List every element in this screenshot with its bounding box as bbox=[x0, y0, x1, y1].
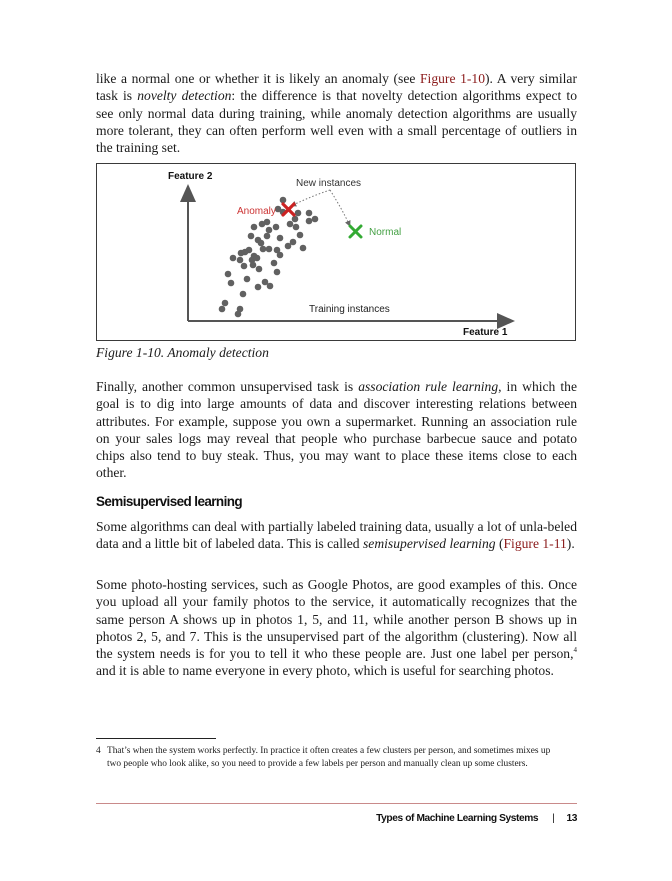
new-instances-label: New instances bbox=[296, 178, 362, 189]
text: : the difference is that novelty detection algorithms expect to see only normal data during training, while anomaly detection algorithms are usually more tolerant, they can often perform well even with a small percentage of outliers in the training set. bbox=[96, 88, 578, 156]
training-dot bbox=[259, 221, 266, 228]
training-dot bbox=[306, 218, 313, 225]
x-axis-label: Feature 1 bbox=[463, 327, 508, 338]
section-heading: Semisupervised learning bbox=[96, 494, 243, 509]
footnote-reference[interactable]: 4 bbox=[573, 646, 577, 655]
footer-separator: | bbox=[552, 813, 555, 824]
new-instance-arrow-anomaly bbox=[293, 190, 330, 205]
footnote-divider bbox=[96, 738, 216, 739]
training-instances-label: Training instances bbox=[309, 304, 390, 315]
training-dot bbox=[255, 284, 262, 291]
text: Some algorithms can deal with partially labeled training data, usually a lot of unla-beled data and a little bit of labeled data. This is called bbox=[96, 519, 577, 552]
training-dot bbox=[225, 271, 232, 278]
paragraph-semisupervised-intro bbox=[96, 518, 577, 553]
training-dot bbox=[295, 210, 302, 217]
running-footer-chapter: Types of Machine Learning Systems bbox=[376, 813, 539, 824]
training-dot bbox=[271, 260, 278, 267]
figure-1-11-link[interactable]: Figure 1-11 bbox=[503, 536, 567, 552]
training-dot bbox=[219, 306, 226, 313]
training-dot bbox=[264, 233, 271, 240]
footnote bbox=[96, 745, 566, 771]
training-dot bbox=[240, 291, 247, 298]
training-dot bbox=[241, 263, 248, 270]
figure-anomaly-detection bbox=[96, 163, 576, 341]
paragraph-photo-hosting bbox=[96, 576, 577, 680]
anomaly-label: Anomaly bbox=[237, 206, 276, 217]
training-dot bbox=[280, 197, 287, 204]
figure-caption: Figure 1-10. Anomaly detection bbox=[96, 345, 269, 360]
training-dot bbox=[277, 252, 284, 259]
training-dot bbox=[285, 243, 292, 250]
training-dot bbox=[242, 249, 249, 256]
emphasis-association-rule-learning: association rule learning bbox=[358, 379, 499, 394]
training-dot bbox=[222, 300, 229, 307]
training-dot bbox=[237, 257, 244, 264]
training-dot bbox=[254, 255, 261, 262]
training-dot bbox=[230, 255, 237, 262]
paragraph-anomaly-novelty bbox=[96, 70, 577, 156]
training-dot bbox=[300, 245, 307, 252]
text: ( bbox=[495, 536, 504, 552]
y-axis-label: Feature 2 bbox=[168, 171, 213, 182]
page-footer bbox=[376, 813, 577, 824]
training-dot bbox=[287, 221, 294, 228]
training-dot bbox=[312, 216, 319, 223]
footer-divider bbox=[96, 803, 577, 804]
normal-x-marker bbox=[350, 226, 361, 237]
training-dot bbox=[306, 210, 313, 217]
text: , in which the goal is to dig into large amounts of data and discover interesting relations between attributes. For example, suppose you own a supermarket. Running an association rule on your sales logs may reveal that people who purchase barbecue sauce and potato chips also tend to buy steak. Thus, you may want to place these items close to each other. bbox=[96, 379, 577, 481]
text: Some photo-hosting services, such as Google Photos, are good examples of this. Once you upload all your family photos to the service, it automatically recognizes that the same person A shows up in photos 1, 5, and 11, while another person B shows up in photos 2, 5, and 7. This is the unsupervised part of the algorithm (clustering). Now all the system needs is for you to tell it who these people are. Just one label per person, bbox=[96, 577, 577, 662]
training-dot bbox=[256, 266, 263, 273]
paragraph-association-rules bbox=[96, 378, 577, 482]
training-dot bbox=[228, 280, 235, 287]
training-dot bbox=[292, 216, 299, 223]
text: ). A very similar task is bbox=[96, 71, 577, 104]
training-dot bbox=[235, 311, 242, 318]
new-instance-arrow-normal bbox=[330, 190, 349, 224]
training-dot bbox=[266, 227, 273, 234]
emphasis-novelty-detection: novelty detection bbox=[137, 88, 232, 104]
footnote-text: That’s when the system works perfectly. In practice it often creates a few clusters per person, and sometimes mixes up two people who look alike, so you need to provide a few labels per person and manually clean up some clusters. bbox=[107, 746, 551, 769]
page-number: 13 bbox=[566, 813, 577, 824]
training-dot bbox=[251, 224, 258, 231]
training-dot bbox=[267, 283, 274, 290]
scatter-plot bbox=[97, 164, 577, 342]
training-dot bbox=[273, 224, 280, 231]
training-dot bbox=[277, 235, 284, 242]
figure-1-10-link[interactable]: Figure 1-10 bbox=[420, 71, 486, 86]
training-dot bbox=[258, 240, 265, 247]
training-dot bbox=[274, 269, 281, 276]
training-dot bbox=[266, 246, 273, 253]
training-dot bbox=[248, 233, 255, 240]
text: like a normal one or whether it is likely an anomaly (see bbox=[96, 71, 420, 86]
text: ). bbox=[566, 536, 575, 552]
training-dot bbox=[244, 276, 251, 283]
normal-label: Normal bbox=[369, 227, 402, 238]
text: Finally, another common unsupervised task is bbox=[96, 379, 359, 394]
footnote-number: 4 bbox=[96, 746, 101, 756]
emphasis-semisupervised-learning: semisupervised learning bbox=[363, 536, 496, 552]
training-dot bbox=[293, 224, 300, 231]
training-dot bbox=[260, 246, 267, 253]
training-dot bbox=[297, 232, 304, 239]
training-dot bbox=[250, 262, 257, 269]
text: and it is able to name everyone in every photo, which is useful for searching photos. bbox=[96, 663, 554, 679]
